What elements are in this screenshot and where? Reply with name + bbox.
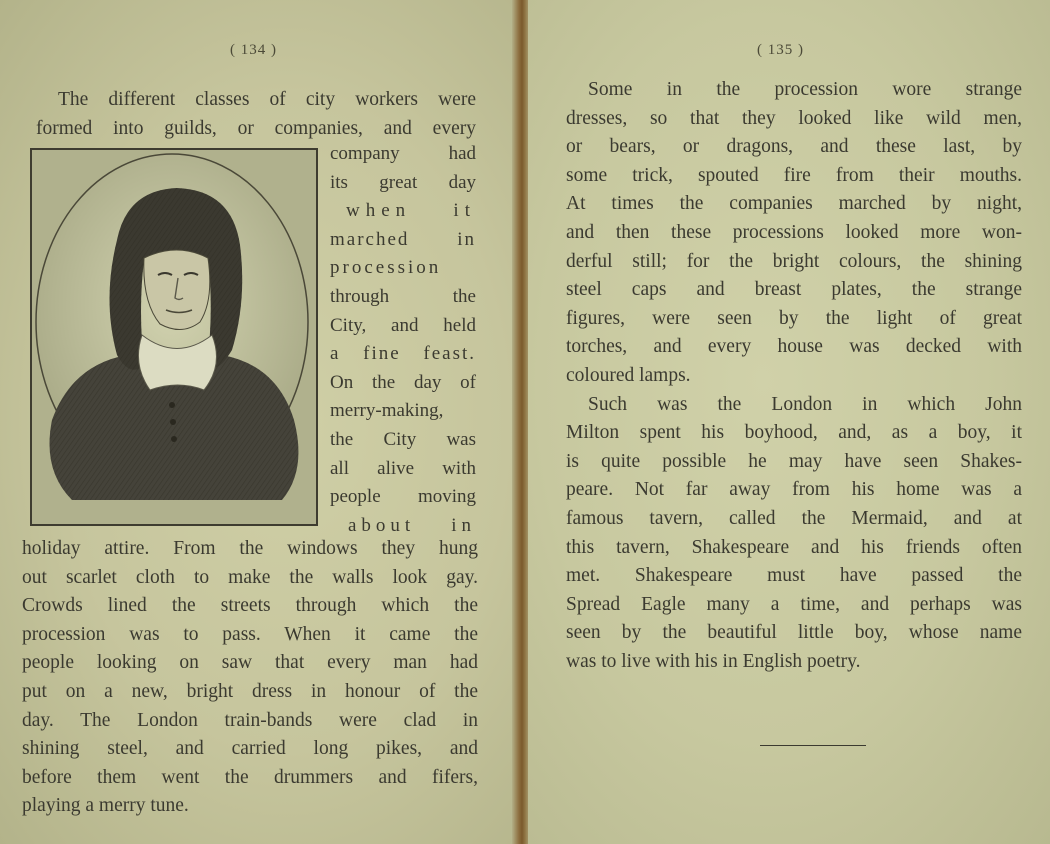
- text-line: out scarlet cloth to make the walls look gay.: [22, 566, 478, 588]
- text-line: seen by the beautiful little boy, whose name: [566, 622, 1022, 644]
- text-line: this tavern, Shakespeare and his friends often: [566, 536, 1022, 558]
- text-line: dresses, so that they looked like wild men,: [566, 107, 1022, 129]
- text-line: the City was: [330, 428, 476, 450]
- text-line: On the day of: [330, 371, 476, 393]
- text-line: Such was the London in which John: [588, 393, 1022, 415]
- text-line: famous tavern, called the Mermaid, and at: [566, 507, 1022, 529]
- text-line: Some in the procession wore strange: [588, 79, 1022, 100]
- text-line: torches, and every house was decked with: [566, 336, 1022, 358]
- text-line: City, and held: [330, 314, 476, 336]
- text-line: Crowds lined the streets through which the: [22, 595, 478, 617]
- text-line: day. The London train-bands were clad in: [22, 709, 478, 731]
- text-line: was to live with his in English poetry.: [566, 650, 861, 672]
- text-line: all alive with: [330, 457, 476, 479]
- text-line: coloured lamps.: [566, 364, 691, 386]
- text-line: company had: [330, 143, 476, 164]
- text-line: its great day: [330, 171, 476, 193]
- text-line: Milton spent his boyhood, and, as a boy, it: [566, 422, 1022, 444]
- text-line: procession: [330, 257, 442, 279]
- text-line: Spread Eagle many a time, and perhaps was: [566, 593, 1022, 615]
- left-bottom-text: [22, 535, 478, 821]
- text-line: when it: [346, 200, 476, 222]
- left-top-text: [36, 86, 476, 143]
- text-line: steel caps and breast plates, the strange: [566, 279, 1022, 301]
- text-line: derful still; for the bright colours, the shining: [566, 250, 1022, 272]
- text-line: figures, were seen by the light of great: [566, 307, 1022, 329]
- text-line: formed into guilds, or companies, and every: [36, 117, 476, 139]
- portrait-illustration: [30, 148, 318, 526]
- text-line: is quite possible he may have seen Shakes-: [566, 450, 1022, 472]
- text-line: procession was to pass. When it came the: [22, 623, 478, 645]
- text-line: through the: [330, 285, 476, 307]
- milton-portrait-image: [32, 150, 316, 524]
- text-line: about in: [348, 514, 476, 536]
- text-line: merry-making,: [330, 400, 444, 422]
- text-line: a fine feast.: [330, 343, 476, 365]
- text-line: or bears, or dragons, and these last, by: [566, 136, 1022, 158]
- text-line: holiday attire. From the windows they hung: [22, 538, 478, 559]
- text-line: The different classes of city workers were: [58, 89, 476, 110]
- text-line: put on a new, bright dress in honour of the: [22, 680, 478, 702]
- text-line: playing a merry tune.: [22, 795, 189, 817]
- text-line: shining steel, and carried long pikes, and: [22, 738, 478, 760]
- text-line: people looking on saw that every man had: [22, 652, 478, 674]
- page-number-right: ( 135 ): [757, 42, 804, 58]
- right-page-text: [566, 76, 1022, 676]
- text-line: some trick, spouted fire from their mouths.: [566, 164, 1022, 186]
- text-line: peare. Not far away from his home was a: [566, 479, 1022, 501]
- chapter-end-rule: [760, 745, 866, 746]
- text-line: and then these processions looked more won-: [566, 221, 1022, 243]
- text-line: met. Shakespeare must have passed the: [566, 565, 1022, 587]
- text-line: marched in: [330, 228, 476, 250]
- left-side-text: [330, 140, 476, 540]
- page-number-left: ( 134 ): [230, 42, 277, 58]
- text-line: before them went the drummers and fifers,: [22, 766, 478, 788]
- text-line: At times the companies marched by night,: [566, 193, 1022, 215]
- left-page: [0, 0, 520, 844]
- text-line: people moving: [330, 486, 476, 508]
